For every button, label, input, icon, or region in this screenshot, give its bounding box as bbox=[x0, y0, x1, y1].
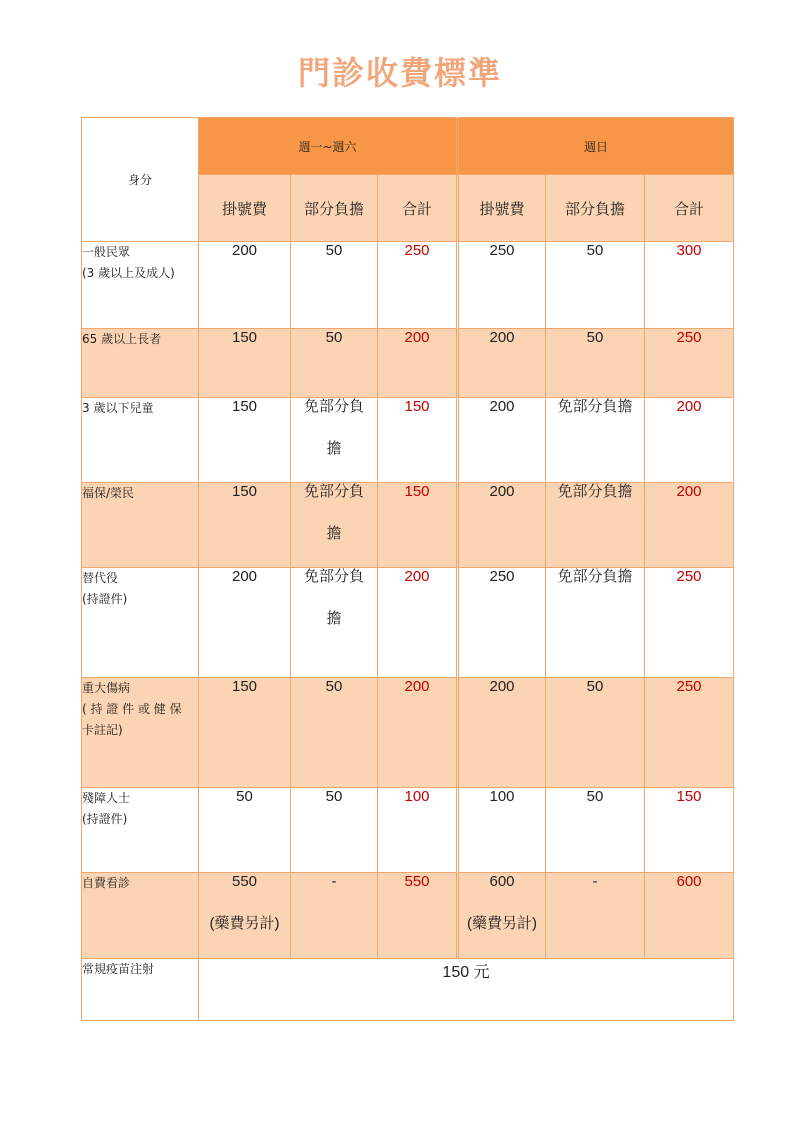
fee-cell-line: 50 bbox=[325, 678, 343, 695]
fee-cell-line: 100 bbox=[404, 788, 430, 805]
row-label-line: 3 歲以下兒童 bbox=[82, 401, 154, 415]
table-row bbox=[82, 483, 734, 568]
fee-cell bbox=[645, 568, 734, 678]
table-row bbox=[82, 398, 734, 483]
fee-cell-line: 250 bbox=[489, 242, 515, 259]
fee-cell bbox=[645, 873, 734, 959]
fee-cell-line: 200 bbox=[404, 678, 430, 695]
vaccine-fee: 150 元 bbox=[199, 959, 734, 1021]
fee-cell-line: 免部分負擔 bbox=[557, 568, 633, 585]
fee-cell bbox=[199, 483, 291, 568]
fee-cell-line: 550 bbox=[404, 873, 430, 890]
fee-cell-line: 50 bbox=[586, 242, 604, 259]
fee-cell bbox=[378, 678, 458, 788]
fee-cell-line: 200 bbox=[489, 329, 515, 346]
table-row bbox=[82, 568, 734, 678]
fee-cell-line: 250 bbox=[676, 329, 702, 346]
page-title: 門診收費標準 bbox=[297, 54, 502, 92]
fee-cell-line: 200 bbox=[231, 568, 258, 585]
fee-cell bbox=[199, 788, 291, 873]
fee-cell bbox=[645, 678, 734, 788]
fee-cell bbox=[458, 873, 546, 959]
table-row bbox=[82, 873, 734, 959]
row-label-line: 一般民眾 bbox=[82, 245, 131, 259]
row-label-line: 卡註記) bbox=[82, 723, 123, 737]
fee-cell-line: 100 bbox=[489, 788, 515, 805]
fee-cell-line: 150 bbox=[404, 483, 430, 500]
fee-cell-line: 200 bbox=[489, 678, 515, 695]
fee-cell bbox=[378, 242, 458, 329]
row-label-line: 重大傷病 bbox=[82, 681, 131, 695]
row-label-line: (3 歲以上及成人) bbox=[82, 266, 175, 280]
fee-body bbox=[82, 242, 734, 959]
fee-cell bbox=[291, 873, 378, 959]
fee-cell-line: 50 bbox=[586, 329, 604, 346]
fee-cell-line: 250 bbox=[676, 568, 702, 585]
table-row bbox=[82, 788, 734, 873]
fee-cell-line: 150 bbox=[231, 329, 258, 346]
fee-cell-line: 600 bbox=[489, 873, 515, 890]
fee-cell-line: 150 bbox=[676, 788, 702, 805]
fee-cell bbox=[378, 398, 458, 483]
sunday-header: 週日 bbox=[458, 118, 734, 175]
table-row bbox=[82, 242, 734, 329]
row-label bbox=[82, 568, 199, 678]
table-row bbox=[82, 678, 734, 788]
row-label-line: 自費看診 bbox=[82, 876, 131, 890]
identity-header: 身分 bbox=[82, 118, 199, 242]
col-header: 合計 bbox=[378, 175, 458, 242]
fee-cell bbox=[291, 242, 378, 329]
fee-cell-line: 200 bbox=[676, 483, 702, 500]
fee-cell bbox=[291, 398, 378, 483]
fee-cell-line: 50 bbox=[325, 329, 343, 346]
fee-cell bbox=[546, 873, 645, 959]
fee-cell-line: 200 bbox=[489, 483, 515, 500]
fee-cell bbox=[378, 568, 458, 678]
fee-cell-line: - bbox=[331, 873, 337, 890]
fee-cell-line: - bbox=[592, 873, 598, 890]
fee-cell-line: 50 bbox=[325, 242, 343, 259]
col-header: 掛號費 bbox=[458, 175, 546, 242]
fee-cell-line: 免部分負 bbox=[303, 398, 364, 415]
fee-cell bbox=[458, 788, 546, 873]
fee-cell bbox=[546, 398, 645, 483]
fee-cell-line: 150 bbox=[231, 483, 258, 500]
fee-cell-line: 150 bbox=[231, 398, 258, 415]
fee-cell-line: 50 bbox=[325, 788, 343, 805]
col-header: 掛號費 bbox=[199, 175, 291, 242]
fee-cell bbox=[199, 242, 291, 329]
fee-cell bbox=[291, 568, 378, 678]
row-label-line: 65 歲以上長者 bbox=[82, 332, 162, 346]
row-label-line: 福保/榮民 bbox=[82, 486, 135, 500]
fee-cell bbox=[458, 398, 546, 483]
row-label bbox=[82, 398, 199, 483]
fee-cell bbox=[199, 568, 291, 678]
fee-cell bbox=[458, 483, 546, 568]
fee-cell-line: (藥費另計) bbox=[209, 915, 280, 932]
fee-cell-line: 250 bbox=[676, 678, 702, 695]
fee-cell-line: 50 bbox=[586, 788, 604, 805]
fee-cell bbox=[291, 788, 378, 873]
fee-cell-line: 200 bbox=[404, 568, 430, 585]
fee-cell-line: 擔 bbox=[326, 610, 342, 627]
fee-cell-line: 50 bbox=[236, 788, 253, 805]
row-label bbox=[82, 788, 199, 873]
fee-cell bbox=[199, 398, 291, 483]
fee-cell bbox=[458, 242, 546, 329]
fee-cell bbox=[546, 242, 645, 329]
fee-cell-line: 300 bbox=[676, 242, 702, 259]
fee-cell-line: 600 bbox=[676, 873, 702, 890]
fee-cell-line: 50 bbox=[586, 678, 604, 695]
row-label-line: 殘障人士 bbox=[82, 791, 131, 805]
row-label-line: (持證件) bbox=[82, 592, 128, 606]
fee-cell bbox=[378, 873, 458, 959]
fee-cell bbox=[645, 483, 734, 568]
fee-cell-line: 200 bbox=[404, 329, 430, 346]
fee-cell bbox=[291, 678, 378, 788]
fee-cell bbox=[378, 788, 458, 873]
fee-cell-line: 免部分負 bbox=[303, 568, 364, 585]
fee-cell-line: 150 bbox=[231, 678, 258, 695]
fee-cell bbox=[199, 873, 291, 959]
fee-cell bbox=[645, 398, 734, 483]
weekday-header: 週一~週六 bbox=[199, 118, 458, 175]
fee-table bbox=[81, 117, 734, 1021]
fee-cell-line: 150 bbox=[404, 398, 430, 415]
vaccine-label: 常規疫苗注射 bbox=[82, 959, 199, 1021]
fee-cell-line: 免部分負 bbox=[303, 483, 364, 500]
col-header: 部分負擔 bbox=[546, 175, 645, 242]
row-label bbox=[82, 873, 199, 959]
fee-cell-line: 免部分負擔 bbox=[557, 483, 633, 500]
row-label-line: 替代役 bbox=[82, 571, 119, 585]
fee-cell-line: 550 bbox=[231, 873, 258, 890]
row-label-line: ( 持 證 件 或 健 保 bbox=[82, 702, 182, 716]
row-label bbox=[82, 678, 199, 788]
fee-cell bbox=[546, 483, 645, 568]
fee-cell-line: 免部分負擔 bbox=[557, 398, 633, 415]
row-label bbox=[82, 329, 199, 398]
fee-cell-line: 擔 bbox=[326, 440, 342, 457]
fee-cell bbox=[546, 788, 645, 873]
fee-cell bbox=[546, 568, 645, 678]
row-label bbox=[82, 483, 199, 568]
fee-cell-line: 250 bbox=[489, 568, 515, 585]
row-label-line: (持證件) bbox=[82, 812, 128, 826]
fee-cell-line: 200 bbox=[231, 242, 258, 259]
fee-cell bbox=[458, 568, 546, 678]
row-label bbox=[82, 242, 199, 329]
fee-cell bbox=[645, 242, 734, 329]
fee-cell bbox=[458, 678, 546, 788]
fee-cell-line: 200 bbox=[489, 398, 515, 415]
fee-cell-line: 擔 bbox=[326, 525, 342, 542]
fee-cell bbox=[378, 483, 458, 568]
fee-cell bbox=[291, 483, 378, 568]
fee-cell bbox=[645, 788, 734, 873]
col-header: 部分負擔 bbox=[291, 175, 378, 242]
fee-cell bbox=[199, 678, 291, 788]
fee-cell-line: (藥費另計) bbox=[467, 915, 538, 932]
fee-cell bbox=[546, 678, 645, 788]
fee-cell-line: 250 bbox=[404, 242, 430, 259]
col-header: 合計 bbox=[645, 175, 734, 242]
fee-cell-line: 200 bbox=[676, 398, 702, 415]
